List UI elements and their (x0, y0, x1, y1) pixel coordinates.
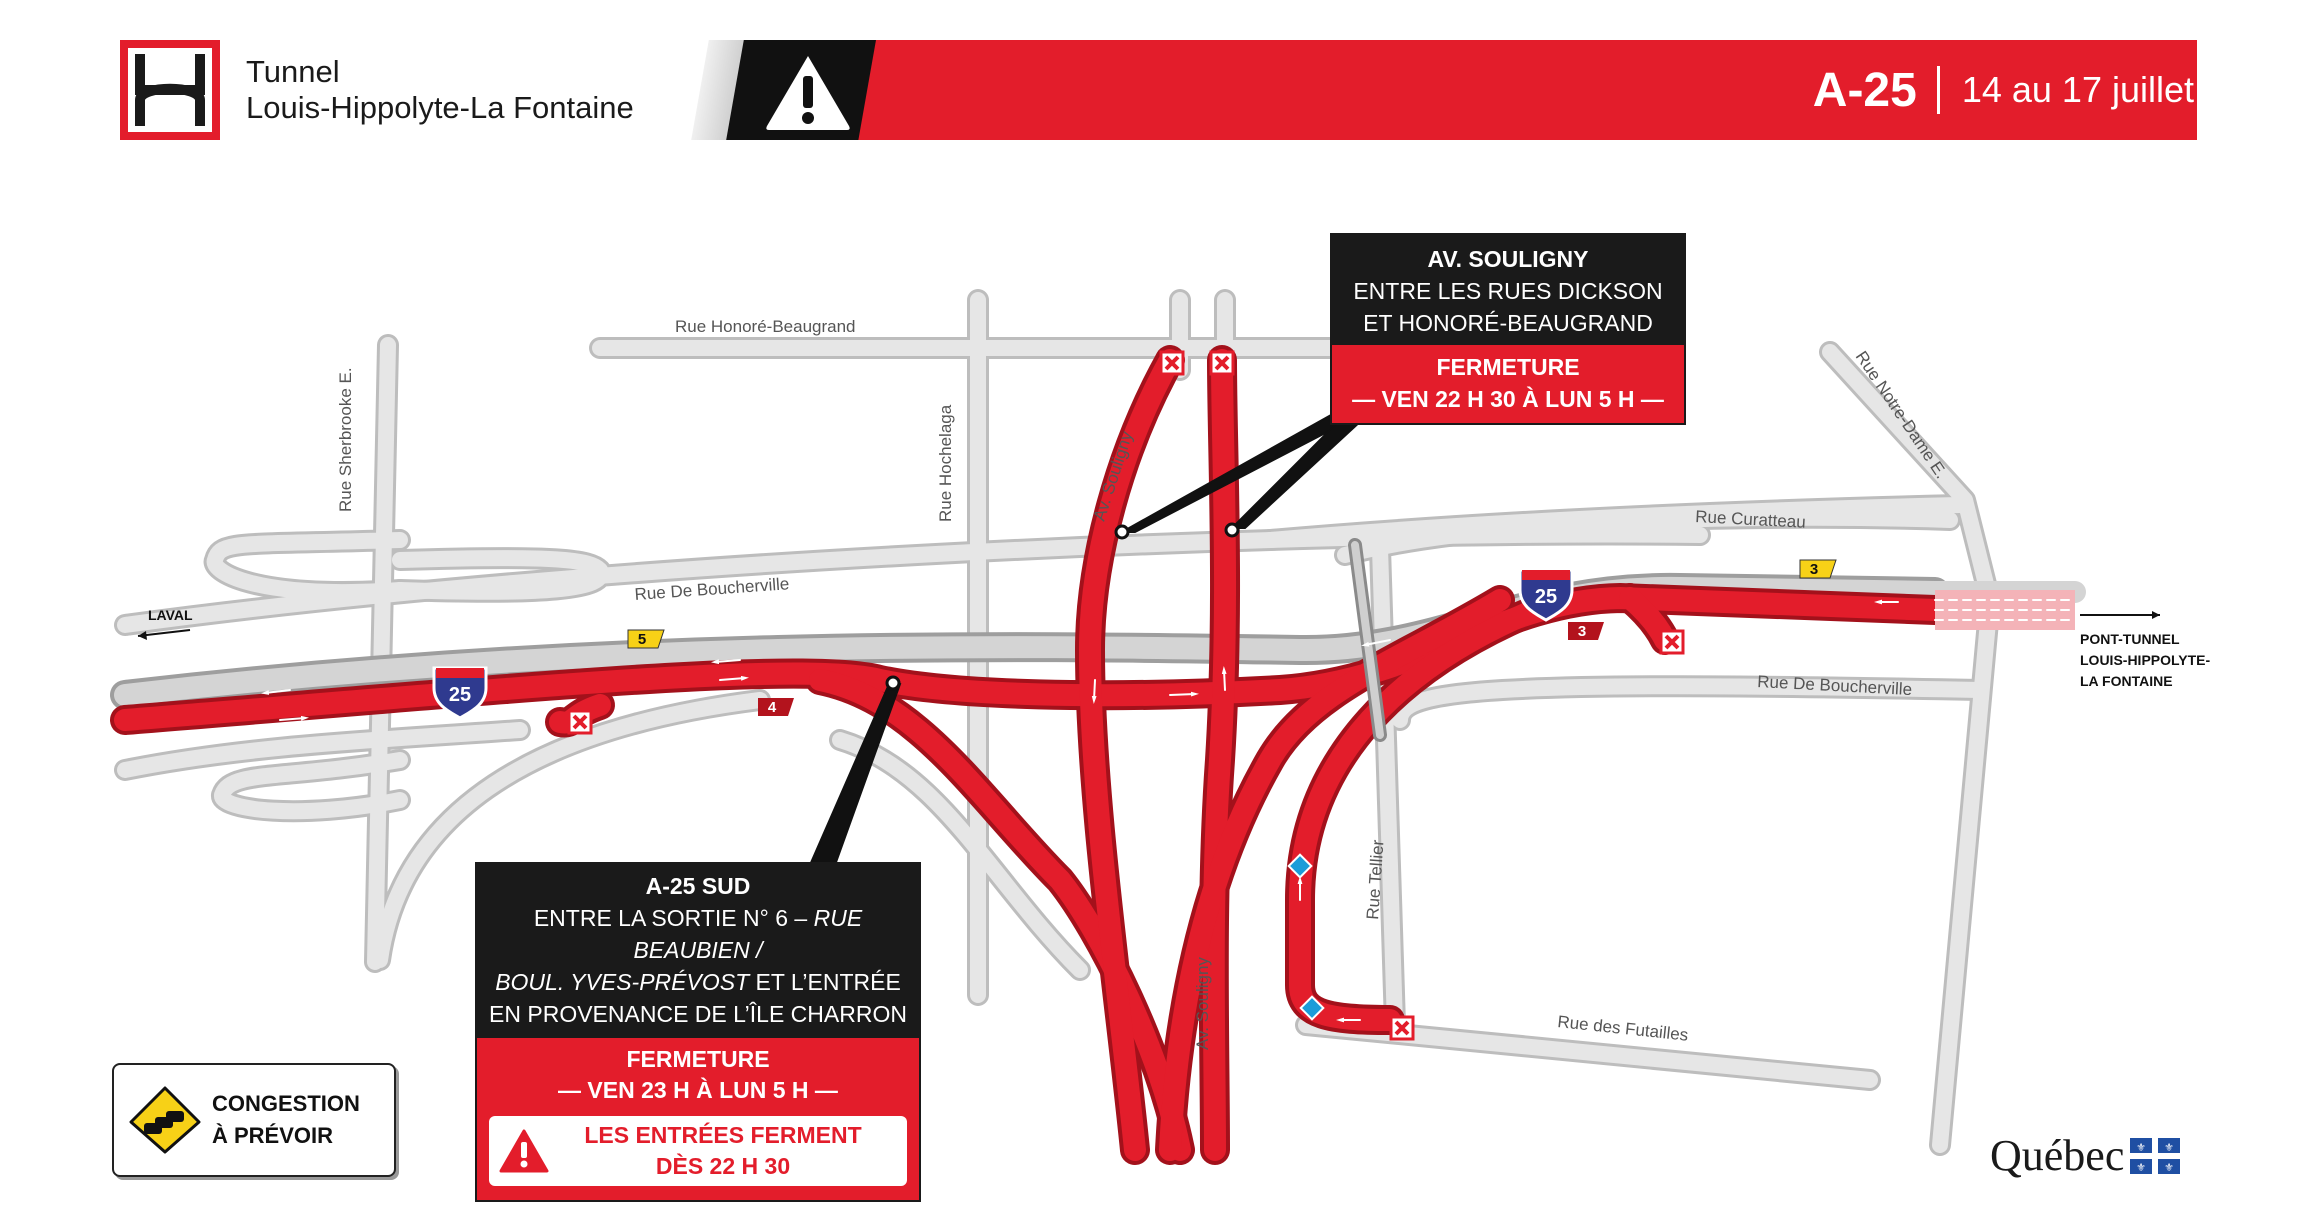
street-label: Rue Tellier (1363, 839, 1388, 921)
warning-icon (499, 1128, 549, 1174)
callout-line: ET HONORÉ-BEAUGRAND (1363, 310, 1653, 336)
legend-line: CONGESTION (212, 1091, 360, 1116)
brand-line-2: Louis-Hippolyte-La Fontaine (246, 90, 634, 125)
street-label: Rue Curatteau (1694, 507, 1807, 532)
congestion-legend (112, 1063, 396, 1177)
svg-text:3: 3 (1809, 561, 1819, 578)
svg-text:3: 3 (1577, 623, 1587, 640)
svg-text:4: 4 (767, 699, 777, 716)
streets (125, 300, 1990, 1145)
entries-line: LES ENTRÉES FERMENT (584, 1122, 862, 1148)
svg-text:⚜: ⚜ (2136, 1160, 2147, 1174)
closure-schedule: — VEN 22 H 30 À LUN 5 H — (1352, 386, 1664, 412)
entries-line: DÈS 22 H 30 (655, 1153, 791, 1179)
street-label: Av. Souligny (1193, 957, 1212, 1050)
callout-line: RUE BEAUBIEN / (633, 905, 863, 963)
svg-text:5: 5 (637, 631, 647, 648)
closure-status: FERMETURE (626, 1046, 770, 1072)
closure-x-icon (1661, 631, 1683, 653)
exit-5-tag (628, 630, 664, 648)
callout-line: BOUL. YVES-PRÉVOST (495, 969, 750, 995)
pont-tunnel-label: PONT-TUNNEL (2080, 631, 2180, 647)
exit-3-red-tag (1568, 622, 1604, 640)
brand-line-1: Tunnel (246, 54, 340, 89)
pont-tunnel-label: LA FONTAINE (2080, 673, 2173, 689)
entries-notice (489, 1116, 907, 1186)
street-label: Rue De Boucherville (633, 574, 790, 604)
quebec-wordmark: Québec (1990, 1131, 2125, 1180)
traffic-congestion-icon (128, 1085, 202, 1155)
closure-x-icon (1161, 352, 1183, 374)
callout-line: ENTRE LES RUES DICKSON (1353, 278, 1663, 304)
date-range: 14 au 17 juillet (1961, 69, 2194, 110)
street-label: Rue Hochelaga (936, 404, 955, 522)
shield-number: 25 (1534, 586, 1558, 608)
svg-text:⚜: ⚜ (2136, 1140, 2147, 1154)
closure-callout-a25 (475, 862, 921, 1202)
callout-line: EN PROVENANCE DE L’ÎLE CHARRON (489, 1001, 907, 1027)
closure-x-icon (1211, 352, 1233, 374)
callout-title: AV. SOULIGNY (1427, 246, 1589, 272)
exit-3-yellow-tag (1800, 560, 1836, 578)
street-label: Rue De Boucherville (1756, 672, 1913, 700)
closure-status: FERMETURE (1436, 354, 1580, 380)
street-label: Rue des Futailles (1556, 1012, 1690, 1045)
shield-number: 25 (448, 684, 472, 706)
closure-schedule: — VEN 23 H À LUN 5 H — (558, 1077, 838, 1103)
exit-4-tag (758, 698, 794, 716)
laval-label: LAVAL (148, 607, 193, 623)
callout-title: A-25 SUD (645, 873, 751, 899)
callout-line: ENTRE LA SORTIE N° 6 – (533, 905, 814, 931)
callout-line: ET L’ENTRÉE (749, 969, 901, 995)
closure-x-icon (1391, 1017, 1413, 1039)
street-outlines (125, 300, 1990, 1145)
a25-shield-west (434, 668, 486, 718)
legend-line: À PRÉVOIR (212, 1123, 334, 1148)
route-label: A-25 (1812, 63, 1917, 117)
quebec-flag-icon (2130, 1138, 2180, 1174)
pont-tunnel-label: LOUIS-HIPPOLYTE- (2080, 652, 2211, 668)
street-label: Rue Sherbrooke E. (336, 367, 355, 512)
svg-text:⚜: ⚜ (2164, 1160, 2175, 1174)
street-label: Rue Notre-Dame E. (1851, 347, 1951, 482)
closure-callout-souligny (1330, 233, 1686, 425)
street-label: Av. Souligny (1089, 428, 1137, 524)
quebec-logo (1990, 1130, 2180, 1181)
street-label: Rue Honoré-Beaugrand (675, 317, 856, 336)
svg-text:⚜: ⚜ (2164, 1140, 2175, 1154)
closure-x-icon (569, 711, 591, 733)
